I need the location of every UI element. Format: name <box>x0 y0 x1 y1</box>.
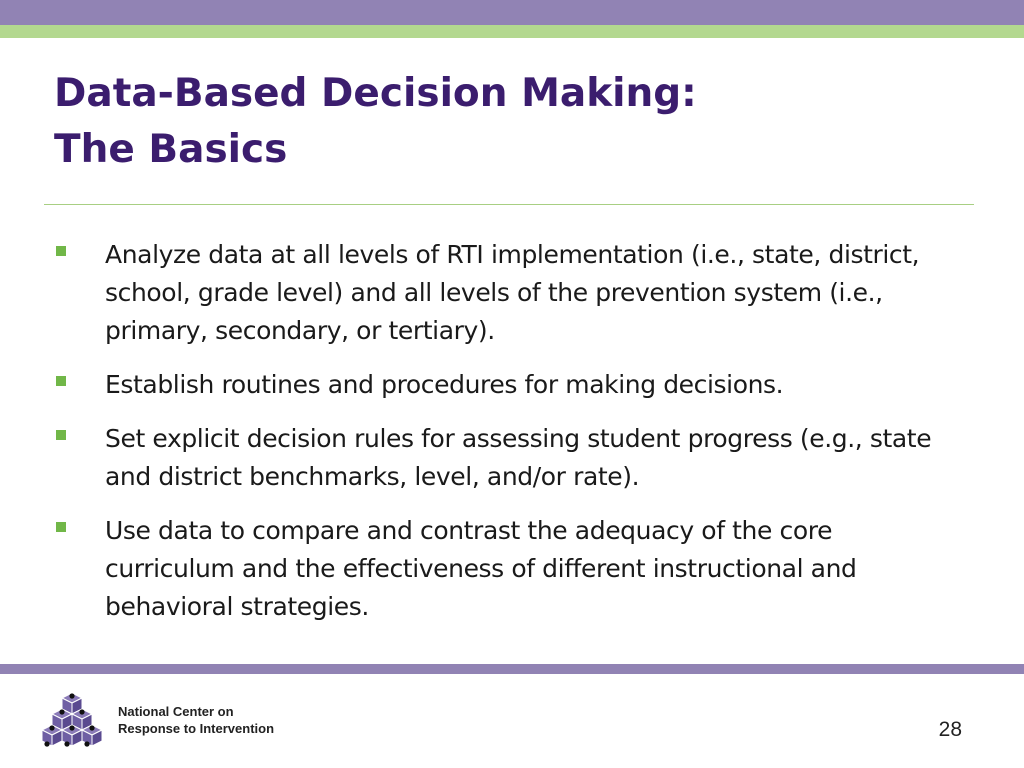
slide-title-line-1: Data-Based Decision Making: <box>54 71 697 116</box>
bullet-item <box>56 236 956 350</box>
bullet-text: Establish routines and procedures for making decisions. <box>105 370 784 399</box>
square-bullet-icon <box>56 246 66 256</box>
bullet-text: Set explicit decision rules for assessing student progress (e.g., state and district benchmarks, level, and/or rate). <box>105 424 932 491</box>
bullet-text: Analyze data at all levels of RTI implementation (i.e., state, district, school, grade level) and all levels of the prevention system (i.e., primary, secondary, or tertiary). <box>105 240 920 345</box>
ncrti-cube-logo-icon <box>38 690 106 756</box>
square-bullet-icon <box>56 430 66 440</box>
square-bullet-icon <box>56 522 66 532</box>
slide-number: 28 <box>938 718 962 741</box>
organization-name-line-1: National Center on <box>118 704 234 719</box>
organization-name <box>118 703 274 737</box>
title-divider <box>44 204 974 205</box>
top-accent-bar-green <box>0 25 1024 38</box>
bullet-text: Use data to compare and contrast the adequacy of the core curriculum and the effectiveness of different instructional and behavioral strategies. <box>105 516 857 621</box>
bullet-list <box>56 236 956 642</box>
bullet-item <box>56 512 956 626</box>
top-accent-bar-purple <box>0 0 1024 25</box>
bullet-item <box>56 420 956 496</box>
slide-title <box>54 66 954 178</box>
bullet-item <box>56 366 956 404</box>
square-bullet-icon <box>56 376 66 386</box>
bottom-accent-bar <box>0 664 1024 674</box>
slide-title-line-2: The Basics <box>54 127 288 172</box>
organization-name-line-2: Response to Intervention <box>118 721 275 736</box>
